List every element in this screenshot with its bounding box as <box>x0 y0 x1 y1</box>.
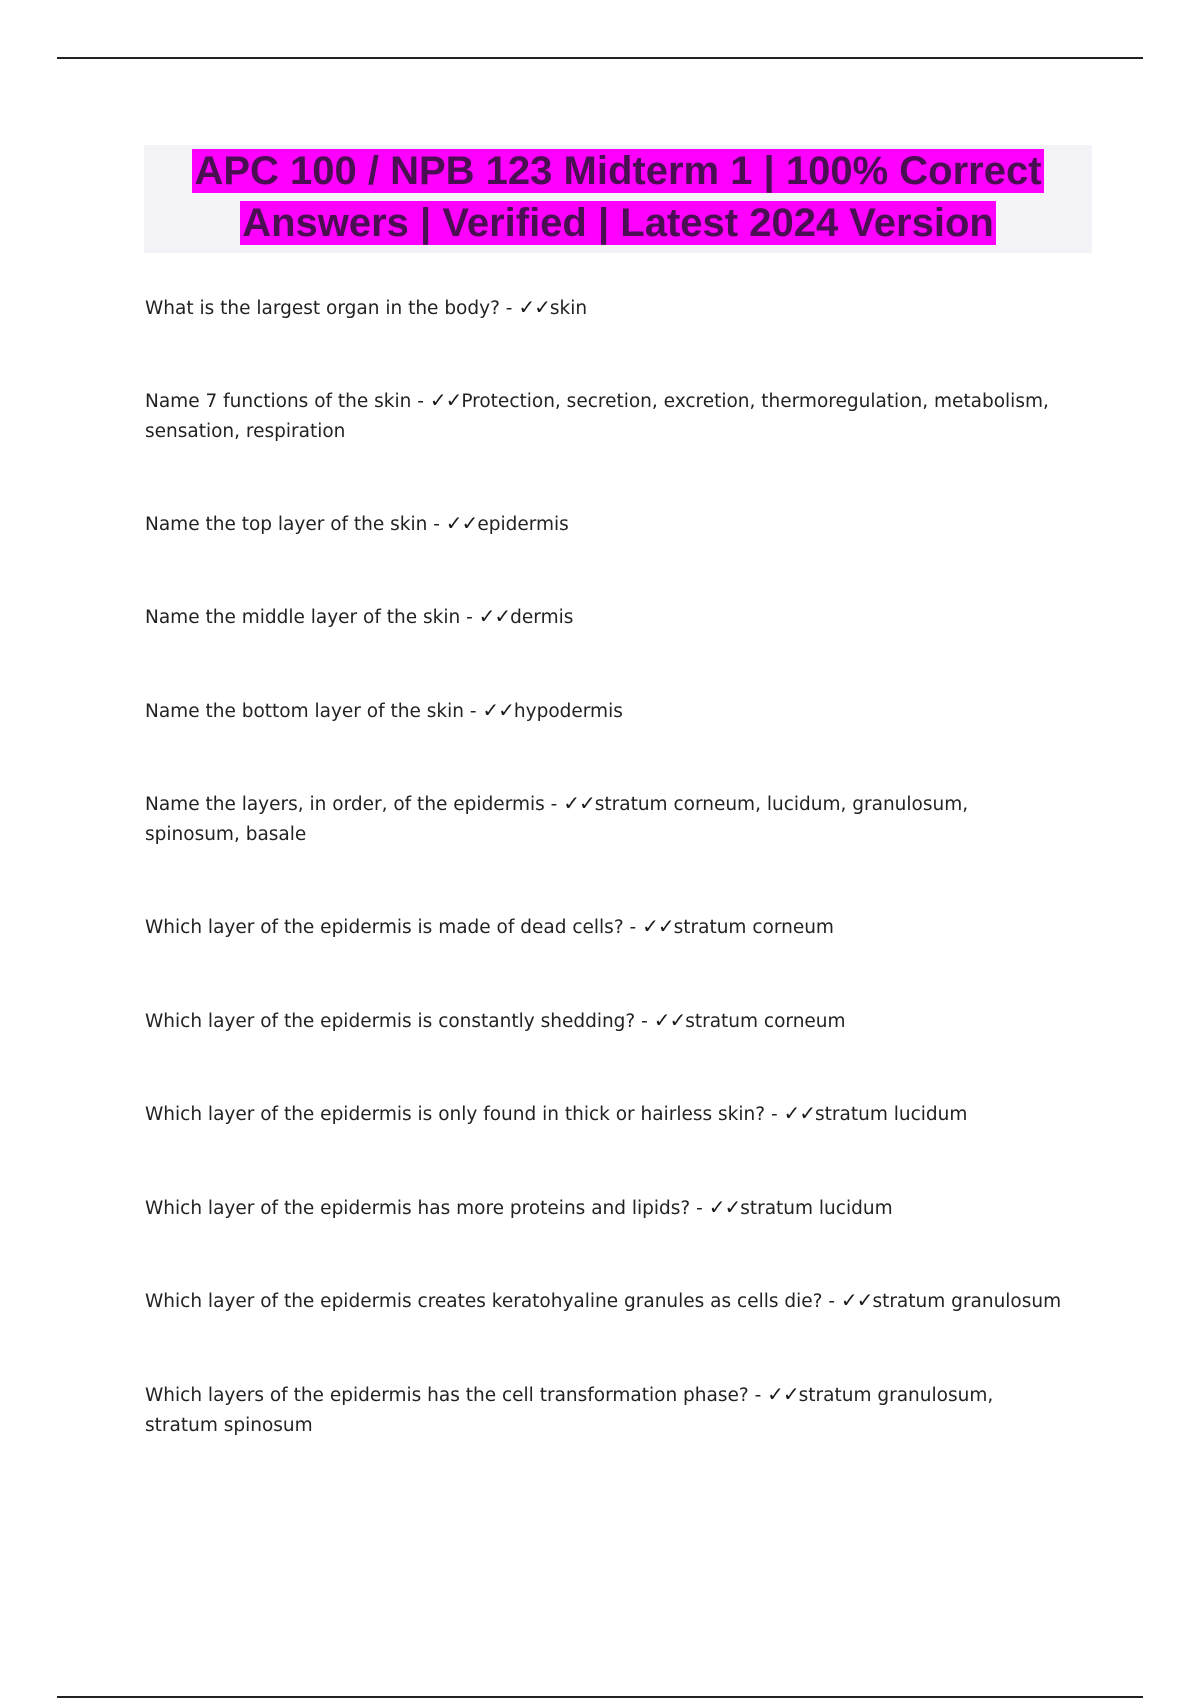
question-text: Which layers of the epidermis has the cell transformation phase? - <box>145 1385 768 1406</box>
double-check-icon: ✓✓ <box>429 388 462 412</box>
answer-text: stratum lucidum <box>815 1104 968 1125</box>
document-title: APC 100 / NPB 123 Midterm 1 | 100% Correct Answers | Verified | Latest 2024 Version <box>194 149 1042 245</box>
answer-text: dermis <box>510 607 574 628</box>
answer-text: stratum corneum, lucidum, granulosum, spinosum, basale <box>145 794 969 845</box>
qa-item <box>145 1005 1065 1037</box>
answer-text: epidermis <box>477 514 569 535</box>
question-text: Which layer of the epidermis is only found in thick or hairless skin? - <box>145 1104 784 1125</box>
question-text: Name the middle layer of the skin - <box>145 607 479 628</box>
question-text: Name 7 functions of the skin - <box>145 391 430 412</box>
qa-item <box>145 292 1065 324</box>
qa-item <box>145 508 1065 540</box>
double-check-icon: ✓✓ <box>840 1288 873 1312</box>
double-check-icon: ✓✓ <box>518 295 550 319</box>
double-check-icon: ✓✓ <box>783 1101 816 1125</box>
double-check-icon: ✓✓ <box>445 511 478 535</box>
double-check-icon: ✓✓ <box>767 1382 799 1406</box>
double-check-icon: ✓✓ <box>653 1008 686 1032</box>
question-text: Name the bottom layer of the skin - <box>145 701 483 722</box>
double-check-icon: ✓✓ <box>642 914 674 938</box>
footer-rule <box>57 1696 1143 1698</box>
qa-item <box>145 601 1065 633</box>
qa-item <box>145 1285 1065 1317</box>
question-text: Which layer of the epidermis is constantly shedding? - <box>145 1011 654 1032</box>
header-rule <box>57 57 1143 59</box>
double-check-icon: ✓✓ <box>478 604 511 628</box>
question-text: Which layer of the epidermis is made of dead cells? - <box>145 917 643 938</box>
answer-text: stratum granulosum, stratum spinosum <box>145 1385 994 1436</box>
qa-item <box>145 911 1065 943</box>
question-text: Which layer of the epidermis has more proteins and lipids? - <box>145 1198 709 1219</box>
double-check-icon: ✓✓ <box>708 1195 741 1219</box>
qa-item <box>145 695 1065 727</box>
qa-item <box>145 1379 1065 1441</box>
answer-text: stratum corneum <box>673 917 834 938</box>
answer-text: stratum lucidum <box>740 1198 893 1219</box>
answer-text: skin <box>549 298 588 319</box>
answer-text: hypodermis <box>513 701 623 722</box>
question-text: What is the largest organ in the body? - <box>145 298 519 319</box>
answer-text: Protection, secretion, excretion, thermoregulation, metabolism, sensation, respiration <box>145 391 1049 442</box>
qa-item <box>145 385 1065 447</box>
qa-item <box>145 1192 1065 1224</box>
question-text: Name the top layer of the skin - <box>145 514 446 535</box>
double-check-icon: ✓✓ <box>482 698 514 722</box>
answer-text: stratum granulosum <box>872 1291 1062 1312</box>
question-text: Which layer of the epidermis creates keratohyaline granules as cells die? - <box>145 1291 841 1312</box>
qa-item <box>145 1098 1065 1130</box>
title-block <box>144 145 1092 253</box>
answer-text: stratum corneum <box>685 1011 846 1032</box>
double-check-icon: ✓✓ <box>563 791 595 815</box>
qa-item <box>145 788 1065 850</box>
question-text: Name the layers, in order, of the epidermis - <box>145 794 564 815</box>
